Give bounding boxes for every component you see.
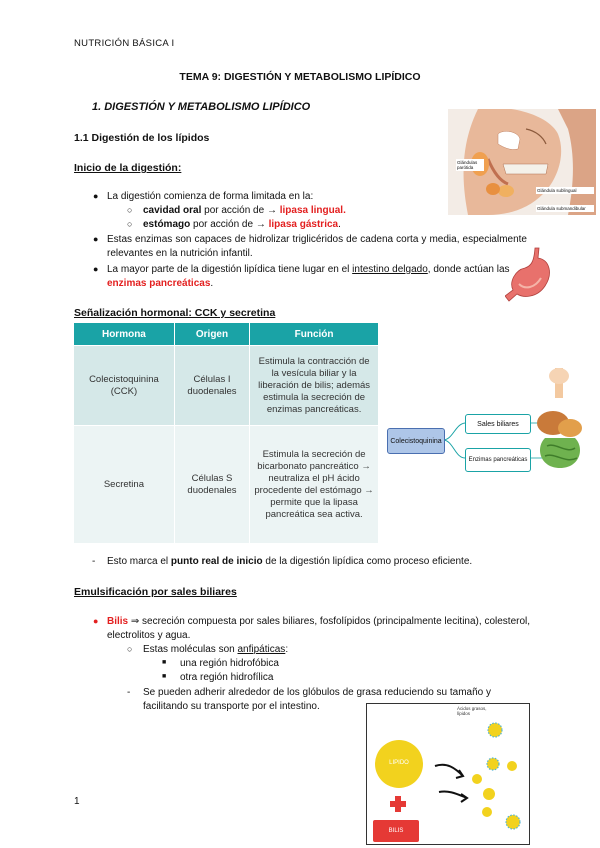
inicio-heading: Inicio de la digestión: [74, 162, 182, 174]
subsection-heading: 1.1 Digestión de los lípidos [74, 132, 210, 144]
document-title: TEMA 9: DIGESTIÓN Y METABOLISMO LIPÍDICO [179, 71, 421, 83]
bullet-square: ■ [162, 673, 167, 680]
emul-sub-1: Estas moléculas son anfipáticas: [143, 644, 289, 655]
bullet-circle: ○ [127, 219, 133, 229]
bile-label: BILIS [388, 828, 404, 834]
diagram-node-bile-salts: Sales biliares [465, 414, 531, 434]
inicio-bullet-1: La digestión comienza de forma limitada en la: [107, 191, 314, 202]
dash-marker: - [127, 687, 131, 698]
section-heading: 1. DIGESTIÓN Y METABOLISMO LIPÍDICO [92, 101, 311, 113]
table-header-cell: Hormona [74, 323, 175, 346]
bullet-dot: ● [93, 234, 99, 244]
bullet-circle: ○ [127, 644, 133, 654]
lipid-label: LIPIDO [389, 760, 409, 766]
emul-bullet-1: Bilis ⇒ secreción compuesta por sales biliares, fosfolípidos (principalmente lecitina), colesterol, electrolitos y agua. [107, 616, 531, 641]
table-header-row [74, 323, 379, 346]
emul-subsub-2: otra región hidrofílica [180, 672, 274, 683]
table-header-cell: Función [250, 323, 379, 346]
inicio-bullet-2: Estas enzimas son capaces de hidrolizar triglicéridos de cadena corta y media, especialmente relevantes en la nutrición infantil. [107, 234, 527, 259]
inicio-sub-2: estómago por acción de → lipasa gástrica. [143, 219, 341, 230]
inicio-bullet-3: La mayor parte de la digestión lipídica tiene lugar en el intestino delgado, donde actúan las enzimas pancreáticas. [107, 264, 510, 289]
plus-sign [427, 800, 428, 801]
emulsification-illustration [366, 703, 530, 845]
face-label-parotid: Glándulas parótida [456, 159, 484, 171]
table-cell: Células S duodenales [174, 426, 249, 544]
page-number: 1 [74, 796, 80, 807]
dash-marker: - [92, 556, 96, 567]
table-row [74, 426, 379, 544]
cck-diagram [385, 368, 595, 478]
face-label-sublingual: Glándula sublingual [536, 187, 594, 194]
face-label-submandibular: Glándula submandibular [536, 205, 594, 212]
fatty-acids-note: Ácidos grasos, lípidos [457, 706, 487, 716]
salivary-glands-illustration [448, 109, 596, 215]
table-row [74, 346, 379, 426]
table-header-cell: Origen [174, 323, 249, 346]
bullet-dot: ● [93, 616, 99, 626]
hormone-table [73, 322, 379, 544]
emul-dash-1: Se pueden adherir alrededor de los glóbulos de grasa reduciendo su tamaño y facilitando su transporte por el intestino. [143, 687, 492, 712]
table-cell: Estimula la secreción de bicarbonato pancreático → neutraliza el pH ácido procedente del estómago → permite que la lipasa pancreática sea activa. [250, 426, 379, 544]
punto-inicio-text: Esto marca el punto real de inicio de la digestión lipídica como proceso eficiente. [107, 556, 473, 567]
diagram-node-cck: Colecistoquinina [387, 428, 445, 454]
inicio-sub-1: cavidad oral por acción de → lipasa lingual. [143, 205, 346, 216]
diagram-node-pancreatic-enzymes: Enzimas pancreáticas [465, 448, 531, 472]
emul-subsub-1: una región hidrofóbica [180, 658, 279, 669]
bullet-square: ■ [162, 659, 167, 666]
bullet-dot: ● [93, 191, 99, 201]
table-cell: Células I duodenales [174, 346, 249, 426]
table-cell: Colecistoquinina (CCK) [74, 346, 175, 426]
table-cell: Secretina [74, 426, 175, 544]
stomach-illustration [505, 246, 555, 306]
table-cell: Estimula la contracción de la vesícula biliar y la liberación de bilis; además estimula la secreción de enzimas pancreáticas. [250, 346, 379, 426]
bullet-dot: ● [93, 264, 99, 274]
emul-heading: Emulsificación por sales biliares [74, 586, 237, 598]
running-header: NUTRICIÓN BÁSICA I [74, 38, 175, 49]
senal-heading: Señalización hormonal: CCK y secretina [74, 307, 276, 319]
bullet-circle: ○ [127, 205, 133, 215]
